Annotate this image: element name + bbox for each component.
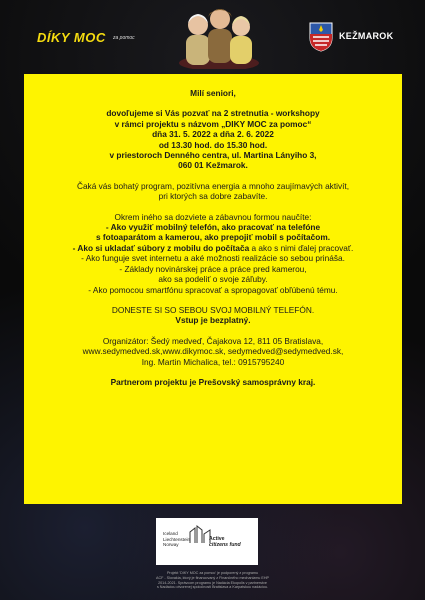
intro-line: v rámci projektu s názvom „DIKY MOC za pomoc“ [114,118,312,129]
intro-line: dovoľujeme si Vás pozvať na 2 stretnutia - workshopy [106,108,320,119]
logo-subtitle: za pomoc [113,35,135,41]
learn-line: - Ako si ukladať súbory z mobilu do počítača a ako s nimi ďalej pracovať. [72,242,354,253]
fund-logo-icon [189,524,211,544]
logo-title: DÍKY MOC [37,30,106,45]
learn-line: - Ako funguje svet internetu a aké možnosti realizácie so sebou prináša. [81,253,345,264]
intro-line: v priestoroch Denného centra, ul. Martina Lányiho 3, [109,150,317,161]
learn-line: - Ako využiť mobilný telefón, ako pracovať na telefóne [105,222,321,233]
header [0,0,425,80]
funding-footnote: Projekt 'DIKY MOC za pomoc' je podporený z programu ACF - Slovakia, ktorý je financovaný z Finančného mechanizmu EHP 2014-2021. Správcom programu je Nadácia Ekopolis v partnerstve s Nadáciou otvorenej spoločnosti Bratislava a Karpatskou nadáciou. [156,571,269,590]
learn-line: - Základy novinárskej práce a práce pred kamerou, [119,263,307,274]
donor-countries: Iceland Liechtenstein Norway [163,531,191,548]
bring-phone-note: DONESTE SI SO SEBOU SVOJ MOBILNÝ TELEFÓN. [111,304,315,315]
town-name: KEŽMAROK [339,31,394,41]
invitation-panel [24,74,402,504]
program-line: pri ktorých sa dobre zabavíte. [158,191,268,202]
kezmarok-coat-of-arms-icon [309,22,333,52]
intro-line: 060 01 Kežmarok. [178,160,248,171]
organizer-line: Organizátor: Šedý medveď, Čajakova 12, 811 05 Bratislava, [102,335,324,346]
intro-line: od 13.30 hod. do 15.30 hod. [158,139,268,150]
fund-name: Active citizens fund [209,536,241,549]
seniors-photo [178,5,260,69]
intro-line: dňa 31. 5. 2022 a dňa 2. 6. 2022 [152,129,274,140]
learn-line: ako sa podeliť o svoje záľuby. [158,274,268,285]
active-citizens-fund-logo [156,518,258,565]
organizer-line: Ing. Martin Michalica, tel.: 0915795240 [141,356,285,367]
free-entry-note: Vstup je bezplatný. [175,315,251,326]
learn-intro: Okrem iného sa dozviete a zábavnou formou naučíte: [114,211,312,222]
invitation-text [24,88,402,387]
partner-note: Partnerom projektu je Prešovský samosprávny kraj. [110,376,316,387]
greeting: Milí seniori, [190,88,236,98]
organizer-line: www.sedymedved.sk,www.dikymoc.sk, sedymedved@sedymedved.sk, [82,346,344,357]
program-line: Čaká vás bohatý program, pozitívna energia a mnoho zaujímavých aktivít, [76,180,350,191]
learn-line: - Ako pomocou smartfónu spracovať a spropagovať obľúbenú tému. [88,284,338,295]
learn-line: s fotoaparátom a kamerou, ako prepojiť mobil s počítačom. [95,232,331,243]
